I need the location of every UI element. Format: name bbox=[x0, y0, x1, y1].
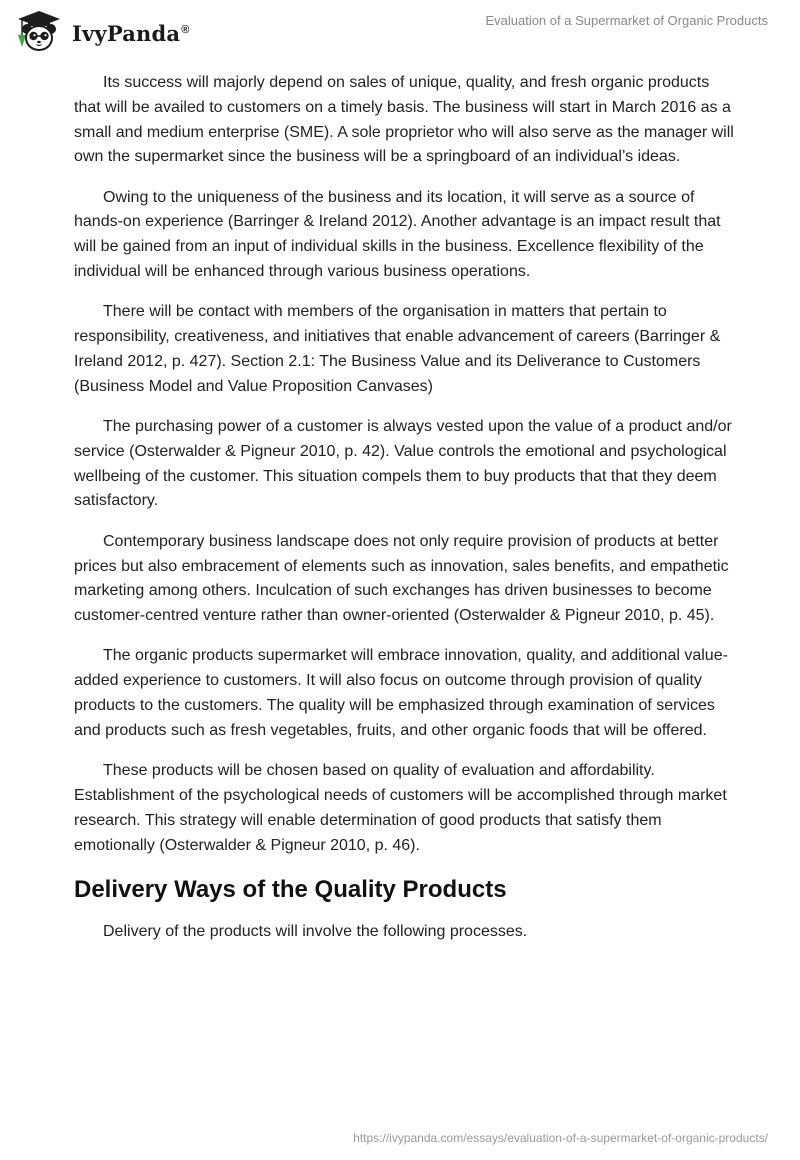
registered-mark: ® bbox=[181, 23, 190, 36]
section-heading: Delivery Ways of the Quality Products bbox=[74, 875, 507, 903]
document-title: Evaluation of a Supermarket of Organic Products bbox=[485, 13, 768, 28]
paragraph: The purchasing power of a customer is always vested upon the value of a product and/or service (Osterwalder & Pigneur 2010, p. 42). Value controls the emotional and psychological wellbeing of the customer. This situation compels them to buy products that that they deem satisfactory. bbox=[74, 418, 732, 510]
essay-content bbox=[74, 71, 734, 960]
paragraph: Contemporary business landscape does not only require provision of products at better prices but also embracement of elements such as innovation, sales benefits, and empathetic marketing among others. Inculcation of such exchanges has driven businesses to become customer-centred venture rather than owner-oriented (Osterwalder & Pigneur 2010, p. 45). bbox=[74, 532, 729, 625]
ivypanda-logo[interactable] bbox=[14, 9, 190, 53]
paragraph: Owing to the uniqueness of the business and its location, it will serve as a source of hands-on experience (Barringer & Ireland 2012). Another advantage is an impact result that will be gained from an input of individual skills in the business. Excellence flexibility of the individual will be enhanced through various business operations. bbox=[74, 188, 721, 281]
brand-name-text: IvyPanda bbox=[72, 20, 181, 46]
paragraph: Its success will majorly depend on sales of unique, quality, and fresh organic products that will be availed to customers on a timely basis. The business will start in March 2016 as a small and medium enterprise (SME). A sole proprietor who will also serve as the manager will own the supermarket since the business will be a springboard of an individual’s ideas. bbox=[74, 74, 734, 166]
brand-name bbox=[72, 21, 190, 46]
paragraph: Delivery of the products will involve the following processes. bbox=[103, 922, 528, 940]
panda-graduate-icon bbox=[14, 9, 64, 53]
paragraph: The organic products supermarket will embrace innovation, quality, and additional value-added experience to customers. It will also focus on outcome through provision of quality products to the customers. The quality will be emphasized through examination of services and products such as fresh vegetables, fruits, and other organic foods that will be offered. bbox=[74, 647, 728, 739]
page-header bbox=[0, 0, 800, 60]
paragraph: These products will be chosen based on quality of evaluation and affordability. Establishment of the psychological needs of customers will be accomplished through market research. This strategy will enable determination of good products that satisfy them emotionally (Osterwalder & Pigneur 2010, p. 46). bbox=[74, 762, 727, 854]
paragraph: There will be contact with members of the organisation in matters that pertain to responsibility, creativeness, and initiatives that enable advancement of careers (Barringer & Ireland 2012, p. 427). Section 2.1: The Business Value and its Deliverance to Customers (Business Model and Value Proposition Canvases) bbox=[74, 303, 721, 395]
source-url[interactable]: https://ivypanda.com/essays/evaluation-of-a-supermarket-of-organic-products/ bbox=[353, 1131, 768, 1145]
